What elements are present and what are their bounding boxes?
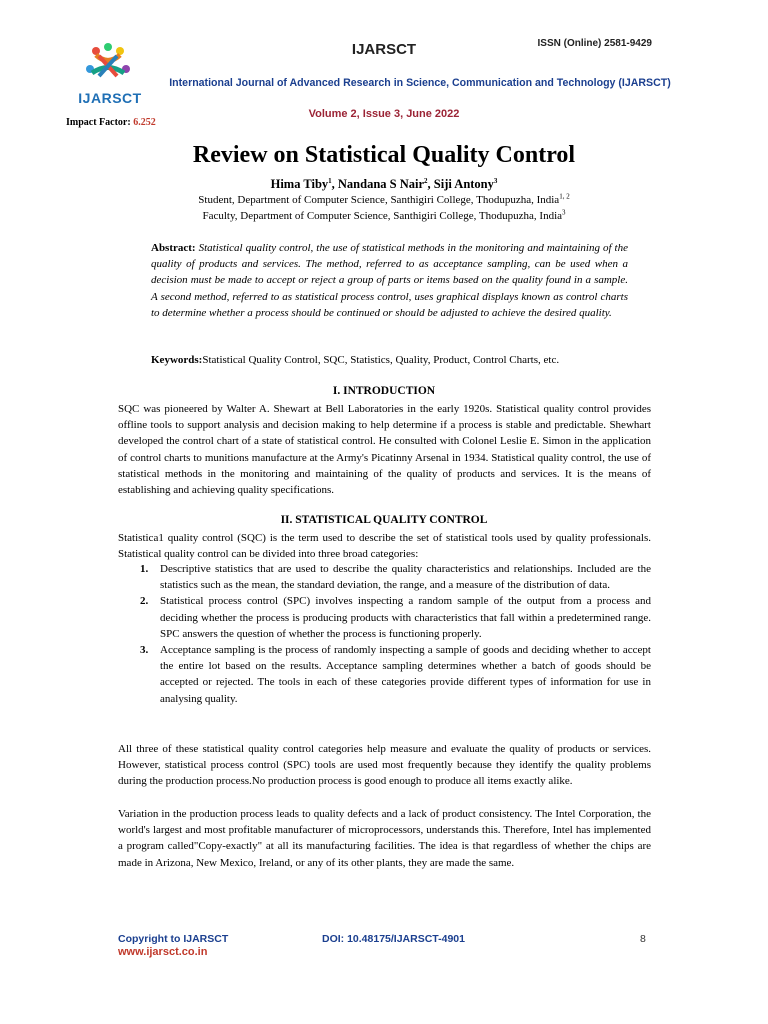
affiliation-2: [0, 210, 768, 222]
issn: ISSN (Online) 2581-9429: [537, 38, 652, 49]
footer-website-link[interactable]: www.ijarsct.co.in: [118, 946, 208, 958]
keywords: [151, 352, 628, 368]
list-item-number: 3.: [140, 644, 149, 657]
variation-paragraph: Variation in the production process leads to quality defects and a lack of product consistency. The Intel Corporation, the world's largest and most profitable manufacturer of microprocessors, understands this. Therefore, Intel has implemented a program called"Copy-exactly" at all its manufacturing facilities. The idea is that regardless of whether the chips are made in Arizona, New Mexico, Ireland, or any of its other plants, they are made the same.: [118, 808, 651, 869]
list-item-text: Statistical process control (SPC) involves inspecting a random sample of the output from a process and deciding whether the process is producing products with characteristics that fall within a predetermined range. SPC answers the question of whether the process is functioning properly.: [160, 595, 651, 640]
list-item-number: 1.: [140, 563, 149, 575]
journal-full-name: International Journal of Advanced Research in Science, Communication and Technology (IJARSCT): [169, 77, 671, 89]
abstract: [151, 240, 628, 321]
section-heading-introduction: I. INTRODUCTION: [332, 385, 436, 397]
section-heading-sqc: II. STATISTICAL QUALITY CONTROL: [280, 514, 488, 526]
author-2-sup: 2: [424, 176, 428, 185]
impact-factor: [66, 117, 156, 128]
paper-title: Review on Statistical Quality Control: [192, 142, 576, 168]
affiliation-2-sup: 3: [562, 208, 566, 217]
list-item-text: Descriptive statistics that are used to describe the quality characteristics and relationships. Included are the statistics such as the mean, the standard deviation, the range, and a measure of the distribution of data.: [160, 563, 651, 592]
affiliation-2-text: Faculty, Department of Computer Science, Santhigiri College, Thodupuzha, India: [202, 210, 563, 222]
all-three-paragraph: All three of these statistical quality control categories help measure and evaluate the quality of products or services. However, statistical process control (SPC) tools are used most frequently because they identify the quality problems during the production process.No production process is good enough to produce all items exactly alike.: [118, 743, 651, 788]
introduction-paragraph: SQC was pioneered by Walter A. Shewart at Bell Laboratories in the early 1920s. Statistical quality control provides offline tools to support analysis and decision making to help determine if a process is stable and predictable. Shewhart developed the control chart of a state of statistical control. He consulted with Colonel Leslie E. Simon in the application of control charts to munitions manufacture at the Army's Picatinny Arsenal in 1934. Statistical quality control, the use of statistical methods in the monitoring and maintaining of the quality of products and services. It is the means of establishing and achieving quality specifications.: [118, 403, 651, 497]
affiliation-1-text: Student, Department of Computer Science, Santhigiri College, Thodupuzha, India: [198, 194, 560, 206]
footer-doi: DOI: 10.48175/IJARSCT-4901: [322, 933, 465, 945]
author-2: Nandana S Nair: [337, 177, 425, 191]
author-3-sup: 3: [493, 176, 498, 185]
author-1: Hima Tiby: [270, 177, 329, 191]
list-item-number: 2.: [140, 595, 149, 608]
list-item: [118, 642, 651, 707]
list-item: [118, 593, 651, 642]
abstract-label: Abstract:: [151, 242, 196, 254]
list-item-text: Acceptance sampling is the process of randomly inspecting a sample of goods and deciding whether to accept the entire lot based on the results. Acceptance sampling determines whether a batch of goods should be accepted or rejected. The tools in each of these categories provide different types of information for use in analysing quality.: [160, 644, 651, 705]
logo-text: IJARSCT: [78, 90, 142, 106]
categories-list: [118, 561, 651, 707]
sqc-paragraph: Statistica1 quality control (SQC) is the term used to describe the set of statistical tools used by quality professionals. Statistical quality control can be divided into three broad categories:: [118, 532, 651, 561]
author-separator: ,: [427, 177, 434, 191]
footer-copyright: Copyright to IJARSCT: [118, 933, 229, 945]
author-3: Siji Antony: [433, 177, 494, 191]
author-1-sup: 1: [328, 176, 332, 185]
authors: [0, 177, 768, 192]
list-item: [118, 561, 651, 593]
volume-issue: Volume 2, Issue 3, June 2022: [308, 108, 460, 120]
impact-factor-label: Impact Factor:: [66, 117, 134, 128]
page-number: 8: [640, 933, 646, 945]
journal-short-name: IJARSCT: [351, 41, 417, 58]
affiliation-1-sup: 1, 2: [559, 192, 570, 201]
keywords-label: Keywords:: [151, 354, 203, 366]
author-separator: ,: [331, 177, 338, 191]
affiliation-1: [0, 194, 768, 206]
abstract-text: Statistical quality control, the use of statistical methods in the monitoring and maintaining of the quality of products and services. The method, referred to as acceptance sampling, can be used when a decision must be made to accept or reject a group of parts or items based on the quality found in a sample. A second method, referred to as statistical process control, uses graphical displays known as control charts to determine whether a process should be continued or should be adjusted to achieve the desired quality.: [151, 242, 628, 319]
impact-factor-value: 6.252: [133, 117, 156, 128]
keywords-text: Statistical Quality Control, SQC, Statistics, Quality, Product, Control Charts, etc.: [202, 354, 560, 366]
